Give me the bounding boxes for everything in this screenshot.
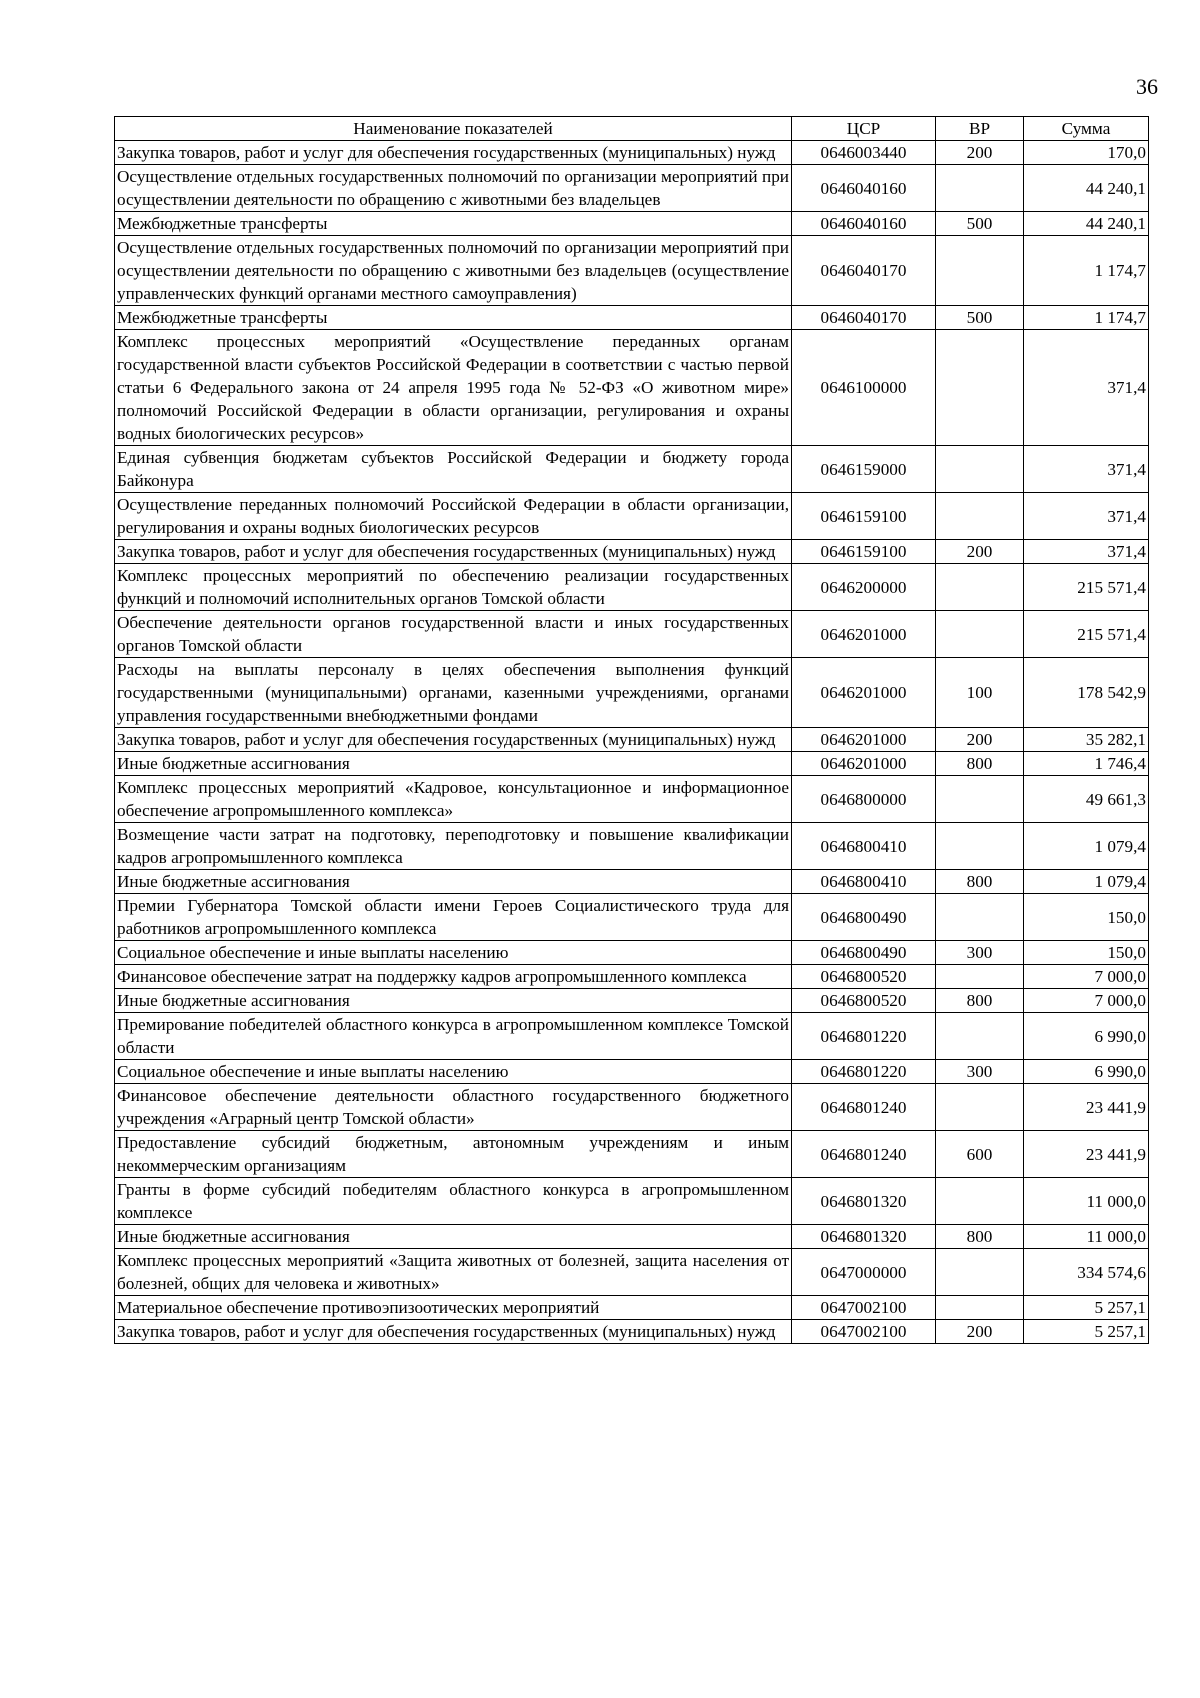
row-csr-cell: 0646201000 [792, 658, 936, 728]
row-name-cell: Осуществление отдельных государственных полномочий по организации мероприятий при осуществлении деятельности по обращению с животными без владельцев [115, 165, 792, 212]
row-sum-cell: 371,4 [1024, 330, 1149, 446]
table-row [115, 493, 1149, 540]
row-csr-cell: 0647000000 [792, 1249, 936, 1296]
row-sum-cell: 1 174,7 [1024, 236, 1149, 306]
row-name-cell: Социальное обеспечение и иные выплаты населению [115, 941, 792, 965]
row-csr-cell: 0646800520 [792, 989, 936, 1013]
row-vr-cell: 300 [936, 1060, 1024, 1084]
header-csr: ЦСР [792, 117, 936, 141]
row-name-cell: Иные бюджетные ассигнования [115, 752, 792, 776]
row-csr-cell: 0646100000 [792, 330, 936, 446]
row-sum-cell: 7 000,0 [1024, 989, 1149, 1013]
row-vr-cell: 300 [936, 941, 1024, 965]
row-name-cell: Гранты в форме субсидий победителям областного конкурса в агропромышленном комплексе [115, 1178, 792, 1225]
table-row [115, 236, 1149, 306]
table-row [115, 823, 1149, 870]
row-sum-cell: 23 441,9 [1024, 1131, 1149, 1178]
row-csr-cell: 0646800490 [792, 894, 936, 941]
row-sum-cell: 334 574,6 [1024, 1249, 1149, 1296]
row-sum-cell: 1 079,4 [1024, 823, 1149, 870]
row-name-cell: Комплекс процессных мероприятий «Защита животных от болезней, защита населения от болезней, общих для человека и животных» [115, 1249, 792, 1296]
row-sum-cell: 7 000,0 [1024, 965, 1149, 989]
row-csr-cell: 0646800410 [792, 823, 936, 870]
row-vr-cell: 500 [936, 306, 1024, 330]
row-name-cell: Закупка товаров, работ и услуг для обеспечения государственных (муниципальных) нужд [115, 141, 792, 165]
row-csr-cell: 0646201000 [792, 728, 936, 752]
table-row [115, 941, 1149, 965]
table-row [115, 1296, 1149, 1320]
row-vr-cell: 500 [936, 212, 1024, 236]
row-csr-cell: 0646159100 [792, 493, 936, 540]
row-sum-cell: 6 990,0 [1024, 1060, 1149, 1084]
header-vr: ВР [936, 117, 1024, 141]
table-row [115, 1084, 1149, 1131]
row-sum-cell: 150,0 [1024, 894, 1149, 941]
row-sum-cell: 371,4 [1024, 493, 1149, 540]
row-sum-cell: 44 240,1 [1024, 165, 1149, 212]
row-sum-cell: 371,4 [1024, 540, 1149, 564]
row-sum-cell: 371,4 [1024, 446, 1149, 493]
row-csr-cell: 0646801220 [792, 1013, 936, 1060]
table-row [115, 1013, 1149, 1060]
row-vr-cell: 200 [936, 1320, 1024, 1344]
row-sum-cell: 35 282,1 [1024, 728, 1149, 752]
row-vr-cell [936, 330, 1024, 446]
table-row [115, 165, 1149, 212]
row-sum-cell: 1 174,7 [1024, 306, 1149, 330]
row-csr-cell: 0646040170 [792, 306, 936, 330]
table-row [115, 965, 1149, 989]
row-csr-cell: 0646040160 [792, 212, 936, 236]
row-sum-cell: 11 000,0 [1024, 1225, 1149, 1249]
row-vr-cell [936, 446, 1024, 493]
row-vr-cell [936, 776, 1024, 823]
row-sum-cell: 44 240,1 [1024, 212, 1149, 236]
table-row [115, 564, 1149, 611]
row-sum-cell: 178 542,9 [1024, 658, 1149, 728]
table-row [115, 212, 1149, 236]
row-csr-cell: 0646040170 [792, 236, 936, 306]
row-vr-cell: 100 [936, 658, 1024, 728]
row-vr-cell [936, 564, 1024, 611]
table-row [115, 728, 1149, 752]
table-row [115, 1225, 1149, 1249]
row-name-cell: Расходы на выплаты персоналу в целях обеспечения выполнения функций государственными (муниципальными) органами, казенными учреждениями, органами управления государственными внебюджетными фондами [115, 658, 792, 728]
table-row [115, 306, 1149, 330]
table-row [115, 1131, 1149, 1178]
row-sum-cell: 150,0 [1024, 941, 1149, 965]
row-sum-cell: 23 441,9 [1024, 1084, 1149, 1131]
row-csr-cell: 0646800520 [792, 965, 936, 989]
row-sum-cell: 215 571,4 [1024, 611, 1149, 658]
row-sum-cell: 6 990,0 [1024, 1013, 1149, 1060]
table-row [115, 776, 1149, 823]
row-csr-cell: 0646159100 [792, 540, 936, 564]
row-vr-cell [936, 611, 1024, 658]
table-row [115, 330, 1149, 446]
row-csr-cell: 0646800000 [792, 776, 936, 823]
row-sum-cell: 170,0 [1024, 141, 1149, 165]
header-name: Наименование показателей [115, 117, 792, 141]
row-csr-cell: 0646801240 [792, 1084, 936, 1131]
row-sum-cell: 5 257,1 [1024, 1296, 1149, 1320]
row-csr-cell: 0646201000 [792, 611, 936, 658]
row-sum-cell: 1 746,4 [1024, 752, 1149, 776]
table-row [115, 1320, 1149, 1344]
row-name-cell: Материальное обеспечение противоэпизоотических мероприятий [115, 1296, 792, 1320]
row-csr-cell: 0647002100 [792, 1296, 936, 1320]
table-row [115, 141, 1149, 165]
row-csr-cell: 0646801320 [792, 1178, 936, 1225]
row-name-cell: Предоставление субсидий бюджетным, автономным учреждениям и иным некоммерческим организациям [115, 1131, 792, 1178]
row-name-cell: Иные бюджетные ассигнования [115, 870, 792, 894]
row-name-cell: Осуществление переданных полномочий Российской Федерации в области организации, регулирования и охраны водных биологических ресурсов [115, 493, 792, 540]
row-vr-cell [936, 965, 1024, 989]
row-name-cell: Комплекс процессных мероприятий по обеспечению реализации государственных функций и полномочий исполнительных органов Томской области [115, 564, 792, 611]
row-csr-cell: 0646800410 [792, 870, 936, 894]
row-vr-cell [936, 165, 1024, 212]
row-csr-cell: 0646801320 [792, 1225, 936, 1249]
row-name-cell: Финансовое обеспечение деятельности областного государственного бюджетного учреждения «Аграрный центр Томской области» [115, 1084, 792, 1131]
table-row [115, 1060, 1149, 1084]
row-name-cell: Финансовое обеспечение затрат на поддержку кадров агропромышленного комплекса [115, 965, 792, 989]
row-vr-cell: 800 [936, 1225, 1024, 1249]
row-vr-cell [936, 823, 1024, 870]
row-vr-cell [936, 236, 1024, 306]
row-csr-cell: 0646801220 [792, 1060, 936, 1084]
row-vr-cell: 800 [936, 989, 1024, 1013]
table-row [115, 611, 1149, 658]
row-csr-cell: 0646003440 [792, 141, 936, 165]
table-row [115, 446, 1149, 493]
row-vr-cell [936, 493, 1024, 540]
row-name-cell: Возмещение части затрат на подготовку, переподготовку и повышение квалификации кадров агропромышленного комплекса [115, 823, 792, 870]
row-vr-cell [936, 1084, 1024, 1131]
row-vr-cell: 800 [936, 870, 1024, 894]
row-name-cell: Закупка товаров, работ и услуг для обеспечения государственных (муниципальных) нужд [115, 540, 792, 564]
row-vr-cell: 200 [936, 728, 1024, 752]
row-vr-cell [936, 1249, 1024, 1296]
row-vr-cell [936, 1178, 1024, 1225]
row-sum-cell: 49 661,3 [1024, 776, 1149, 823]
row-name-cell: Осуществление отдельных государственных полномочий по организации мероприятий при осуществлении деятельности по обращению с животными без владельцев (осуществление управленческих функций органами местного самоуправления) [115, 236, 792, 306]
row-name-cell: Межбюджетные трансферты [115, 306, 792, 330]
row-vr-cell: 200 [936, 141, 1024, 165]
row-name-cell: Комплекс процессных мероприятий «Осуществление переданных органам государственной власти субъектов Российской Федерации в соответствии с частью первой статьи 6 Федерального закона от 24 апреля 1995 года № 52-ФЗ «О животном мире» полномочий Российской Федерации в области организации, регулирования и охраны водных биологических ресурсов» [115, 330, 792, 446]
row-vr-cell: 600 [936, 1131, 1024, 1178]
row-name-cell: Премирование победителей областного конкурса в агропромышленном комплексе Томской области [115, 1013, 792, 1060]
row-name-cell: Закупка товаров, работ и услуг для обеспечения государственных (муниципальных) нужд [115, 728, 792, 752]
row-csr-cell: 0646800490 [792, 941, 936, 965]
row-csr-cell: 0646159000 [792, 446, 936, 493]
row-name-cell: Премии Губернатора Томской области имени Героев Социалистического труда для работников агропромышленного комплекса [115, 894, 792, 941]
row-vr-cell [936, 1013, 1024, 1060]
row-sum-cell: 1 079,4 [1024, 870, 1149, 894]
row-sum-cell: 215 571,4 [1024, 564, 1149, 611]
row-csr-cell: 0646200000 [792, 564, 936, 611]
row-vr-cell: 800 [936, 752, 1024, 776]
table-row [115, 989, 1149, 1013]
row-name-cell: Иные бюджетные ассигнования [115, 989, 792, 1013]
row-csr-cell: 0647002100 [792, 1320, 936, 1344]
row-name-cell: Иные бюджетные ассигнования [115, 1225, 792, 1249]
row-name-cell: Единая субвенция бюджетам субъектов Российской Федерации и бюджету города Байконура [115, 446, 792, 493]
table-header-row [115, 117, 1149, 141]
table-row [115, 870, 1149, 894]
row-name-cell: Комплекс процессных мероприятий «Кадровое, консультационное и информационное обеспечение агропромышленного комплекса» [115, 776, 792, 823]
table-row [115, 540, 1149, 564]
table-row [115, 1249, 1149, 1296]
row-name-cell: Обеспечение деятельности органов государственной власти и иных государственных органов Томской области [115, 611, 792, 658]
table-row [115, 1178, 1149, 1225]
row-csr-cell: 0646801240 [792, 1131, 936, 1178]
row-vr-cell: 200 [936, 540, 1024, 564]
table-row [115, 894, 1149, 941]
row-vr-cell [936, 1296, 1024, 1320]
row-sum-cell: 11 000,0 [1024, 1178, 1149, 1225]
table-row [115, 752, 1149, 776]
row-csr-cell: 0646201000 [792, 752, 936, 776]
row-csr-cell: 0646040160 [792, 165, 936, 212]
row-name-cell: Межбюджетные трансферты [115, 212, 792, 236]
budget-table [114, 116, 1149, 1344]
page-number: 36 [1136, 74, 1158, 99]
row-name-cell: Закупка товаров, работ и услуг для обеспечения государственных (муниципальных) нужд [115, 1320, 792, 1344]
table-row [115, 658, 1149, 728]
header-sum: Сумма [1024, 117, 1149, 141]
row-name-cell: Социальное обеспечение и иные выплаты населению [115, 1060, 792, 1084]
table-body [115, 141, 1149, 1344]
row-vr-cell [936, 894, 1024, 941]
row-sum-cell: 5 257,1 [1024, 1320, 1149, 1344]
